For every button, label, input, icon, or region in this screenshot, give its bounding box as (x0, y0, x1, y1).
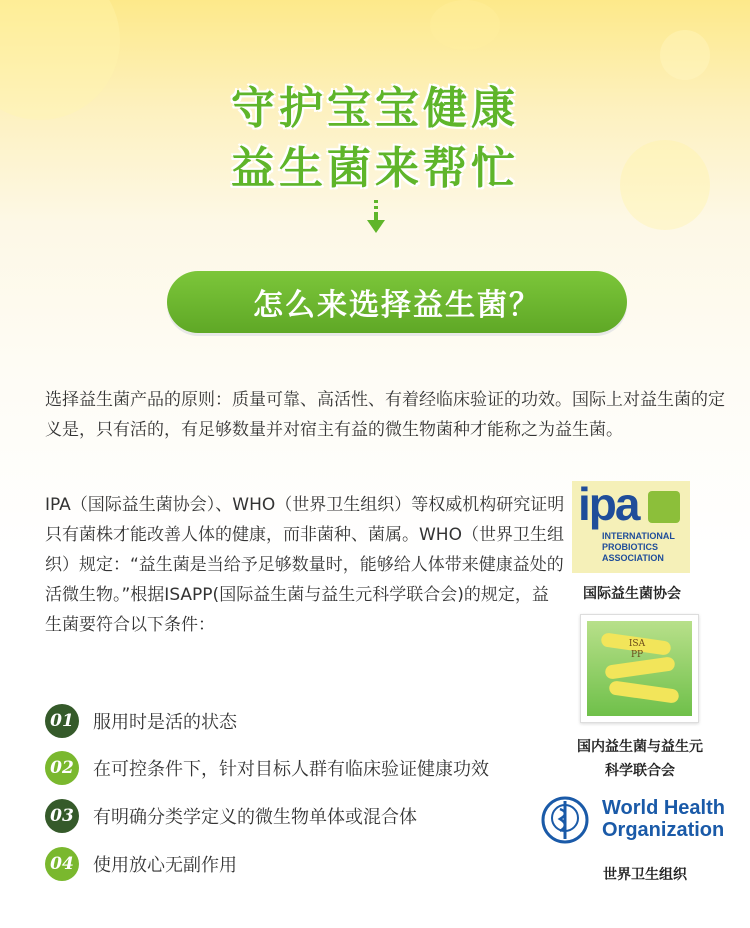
who-name-line2: Organization (602, 819, 725, 841)
condition-number-badge: 01 (45, 704, 79, 738)
condition-item (45, 799, 417, 833)
who-name-line1: World Health (602, 797, 725, 819)
arrow-down-icon (365, 200, 387, 240)
isapp-caption-line2: 科学联合会 (605, 763, 675, 779)
intro-paragraph: 选择益生菌产品的原则：质量可靠、高活性、有着经临床验证的功效。国际上对益生菌的定义是，只有活的，有足够数量并对宿主有益的微生物菌种才能称之为益生菌。 (45, 390, 725, 440)
ipa-mark: ipa (578, 478, 639, 530)
who-emblem-icon (538, 793, 592, 847)
ipa-caption: 国际益生菌协会 (583, 586, 681, 602)
definition-paragraph: IPA（国际益生菌协会）、WHO（世界卫生组织）等权威机构研究证明只有菌株才能改善人体的健康，而非菌种、菌属。WHO（世界卫生组织）规定：“益生菌是当给予足够数量时，能够给人体带来健康益处的活微生物。”根据ISAPP(国际益生菌与益生元科学联合会)的规定，益生菌要符合以下条件： (45, 495, 565, 635)
isapp-caption-line1: 国内益生菌与益生元 (577, 739, 703, 755)
question-banner: 怎么来选择益生菌？ (167, 271, 627, 333)
condition-text: 有明确分类学定义的微生物单体或混合体 (93, 807, 417, 828)
page-title-line2: 益生菌来帮忙 (231, 143, 519, 194)
ipa-leaf-icon (648, 491, 680, 523)
who-caption: 世界卫生组织 (603, 867, 687, 883)
ipa-line3: ASSOCIATION (602, 553, 664, 563)
background-bubble (430, 0, 500, 50)
ipa-logo (572, 478, 690, 573)
ipa-line2: PROBIOTICS (602, 542, 659, 552)
condition-text: 服用时是活的状态 (93, 712, 237, 733)
page-title-line1: 守护宝宝健康 (231, 83, 519, 134)
condition-number-badge: 02 (45, 751, 79, 785)
condition-text: 使用放心无副作用 (93, 855, 237, 876)
who-logo (538, 793, 725, 847)
isapp-logo (580, 614, 699, 723)
condition-text: 在可控条件下，针对目标人群有临床验证健康功效 (93, 759, 489, 780)
condition-number-badge: 04 (45, 847, 79, 881)
condition-number-badge: 03 (45, 799, 79, 833)
condition-item (45, 704, 237, 738)
isapp-mark: ISAPP (628, 639, 646, 660)
condition-item (45, 751, 489, 785)
ipa-line1: INTERNATIONAL (602, 531, 675, 541)
condition-item (45, 847, 237, 881)
